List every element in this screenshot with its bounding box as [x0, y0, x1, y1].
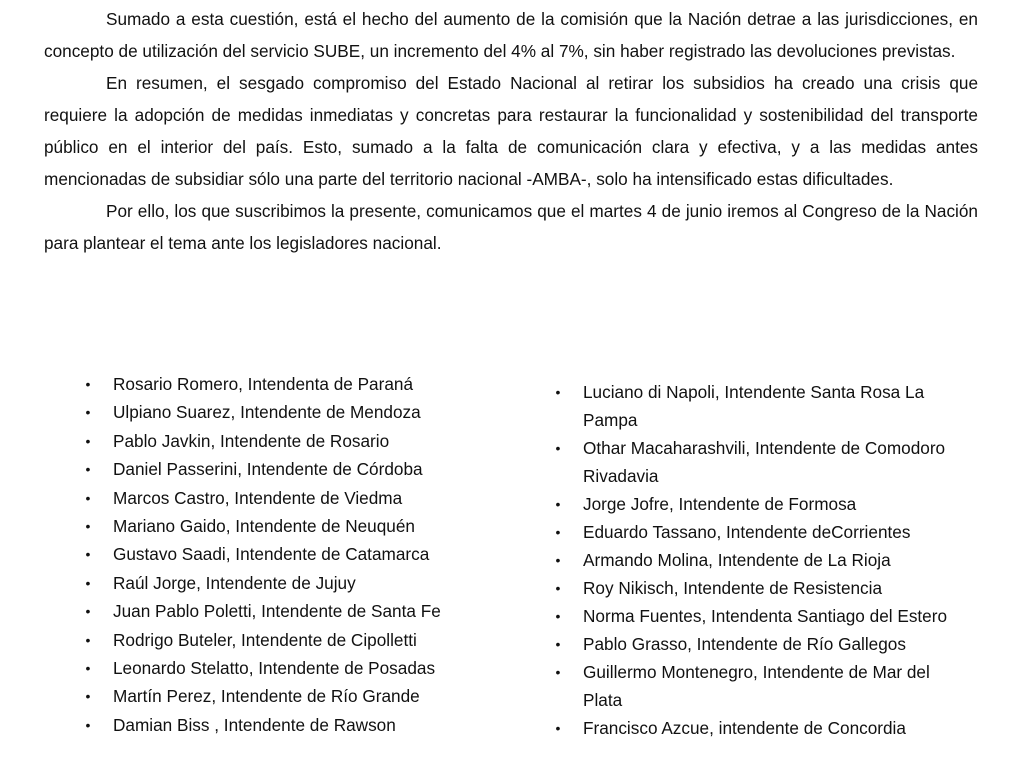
bullet-icon: • — [85, 716, 91, 733]
signatory-name: Pablo Javkin, Intendente de Rosario — [113, 430, 390, 451]
list-item — [552, 658, 972, 714]
bullet-icon: • — [85, 376, 91, 392]
signatory-name: Pablo Grasso, Intendente de Río Gallegos — [583, 634, 906, 654]
list-item — [82, 427, 522, 455]
list-item — [552, 714, 972, 742]
bullet-icon: • — [555, 608, 561, 624]
signatory-name: Luciano di Napoli, Intendente Santa Rosa La Pampa — [583, 382, 925, 430]
signatory-name: Othar Macaharashvili, Intendente de Comodoro Rivadavia — [583, 438, 946, 486]
signatory-name: Armando Molina, Intendente de La Rioja — [583, 550, 891, 570]
bullet-icon: • — [85, 603, 91, 620]
signatory-name: Rosario Romero, Intendenta de Paraná — [113, 374, 414, 394]
signatory-name: Damian Biss , Intendente de Rawson — [113, 714, 396, 735]
list-item — [552, 378, 972, 434]
bullet-icon: • — [555, 720, 561, 736]
bullet-icon: • — [555, 384, 561, 400]
list-item — [82, 569, 522, 597]
list-item — [552, 518, 972, 546]
list-item — [552, 546, 972, 574]
list-item — [82, 512, 522, 540]
signatory-name: Raúl Jorge, Intendente de Jujuy — [113, 572, 356, 593]
bullet-icon: • — [85, 404, 91, 421]
signatory-name: Francisco Azcue, intendente de Concordia — [583, 718, 906, 738]
list-item — [82, 597, 522, 625]
bullet-icon: • — [85, 432, 91, 449]
list-item — [552, 630, 972, 658]
list-item — [82, 711, 522, 739]
bullet-icon: • — [85, 518, 91, 535]
bullet-icon: • — [85, 574, 91, 591]
list-item — [82, 484, 522, 512]
paragraph-commission: Sumado a esta cuestión, está el hecho del aumento de la comisión que la Nación detrae a las jurisdicciones, en concepto de utilización del servicio SUBE, un incremento del 4% al 7%, sin haber registrado las devoluciones previstas. — [44, 9, 978, 61]
bullet-icon: • — [85, 489, 91, 506]
signatory-name: Ulpiano Suarez, Intendente de Mendoza — [113, 402, 421, 423]
list-item — [552, 434, 972, 490]
signatory-name: Martín Perez, Intendente de Río Grande — [113, 686, 420, 707]
list-item — [82, 398, 522, 426]
signatory-name: Gustavo Saadi, Intendente de Catamarca — [113, 544, 430, 565]
signatory-name: Norma Fuentes, Intendenta Santiago del Estero — [583, 606, 948, 626]
bullet-icon: • — [85, 631, 91, 648]
signatory-name: Guillermo Montenegro, Intendente de Mar del Plata — [583, 662, 930, 710]
list-item — [552, 490, 972, 518]
signatory-name: Juan Pablo Poletti, Intendente de Santa Fe — [113, 601, 441, 622]
bullet-icon: • — [85, 546, 91, 563]
signatory-name: Jorge Jofre, Intendente de Formosa — [583, 494, 857, 514]
signatory-name: Marcos Castro, Intendente de Viedma — [113, 487, 403, 508]
list-item — [552, 602, 972, 630]
list-item — [82, 654, 522, 682]
signatories-right-column — [552, 378, 972, 742]
list-item — [552, 574, 972, 602]
signatory-name: Rodrigo Buteler, Intendente de Cipolletti — [113, 629, 417, 650]
signatory-name: Daniel Passerini, Intendente de Córdoba — [113, 459, 423, 480]
list-item — [82, 370, 522, 398]
signatory-name: Eduardo Tassano, Intendente deCorrientes — [583, 522, 911, 542]
bullet-icon: • — [555, 580, 561, 596]
paragraph-announcement: Por ello, los que suscribimos la presente, comunicamos que el martes 4 de junio iremos al Congreso de la Nación para plantear el tema ante los legisladores nacional. — [44, 201, 978, 253]
paragraph-summary: En resumen, el sesgado compromiso del Estado Nacional al retirar los subsidios ha creado una crisis que requiere la adopción de medidas inmediatas y concretas para restaurar la funcionalidad y sostenibilidad del transporte público en el interior del país. Esto, sumado a la falta de comunicación clara y efectiva, y a las medidas antes mencionadas de subsidiar sólo una parte del territorio nacional -AMBA-, solo ha intensificado estas dificultades. — [44, 73, 978, 189]
bullet-icon: • — [85, 461, 91, 478]
signatory-name: Roy Nikisch, Intendente de Resistencia — [583, 578, 883, 598]
bullet-icon: • — [85, 688, 91, 705]
list-item — [82, 540, 522, 568]
signatory-name: Leonardo Stelatto, Intendente de Posadas — [113, 658, 436, 679]
bullet-icon: • — [555, 496, 561, 512]
list-item — [82, 455, 522, 483]
bullet-icon: • — [555, 552, 561, 568]
signatory-name: Mariano Gaido, Intendente de Neuquén — [113, 516, 415, 537]
signatories-left-column — [82, 370, 522, 739]
list-item — [82, 626, 522, 654]
bullet-icon: • — [555, 524, 561, 540]
bullet-icon: • — [555, 440, 561, 456]
letter-body — [44, 3, 978, 259]
bullet-icon: • — [555, 664, 561, 680]
bullet-icon: • — [555, 636, 561, 652]
list-item — [82, 682, 522, 710]
bullet-icon: • — [85, 660, 91, 677]
